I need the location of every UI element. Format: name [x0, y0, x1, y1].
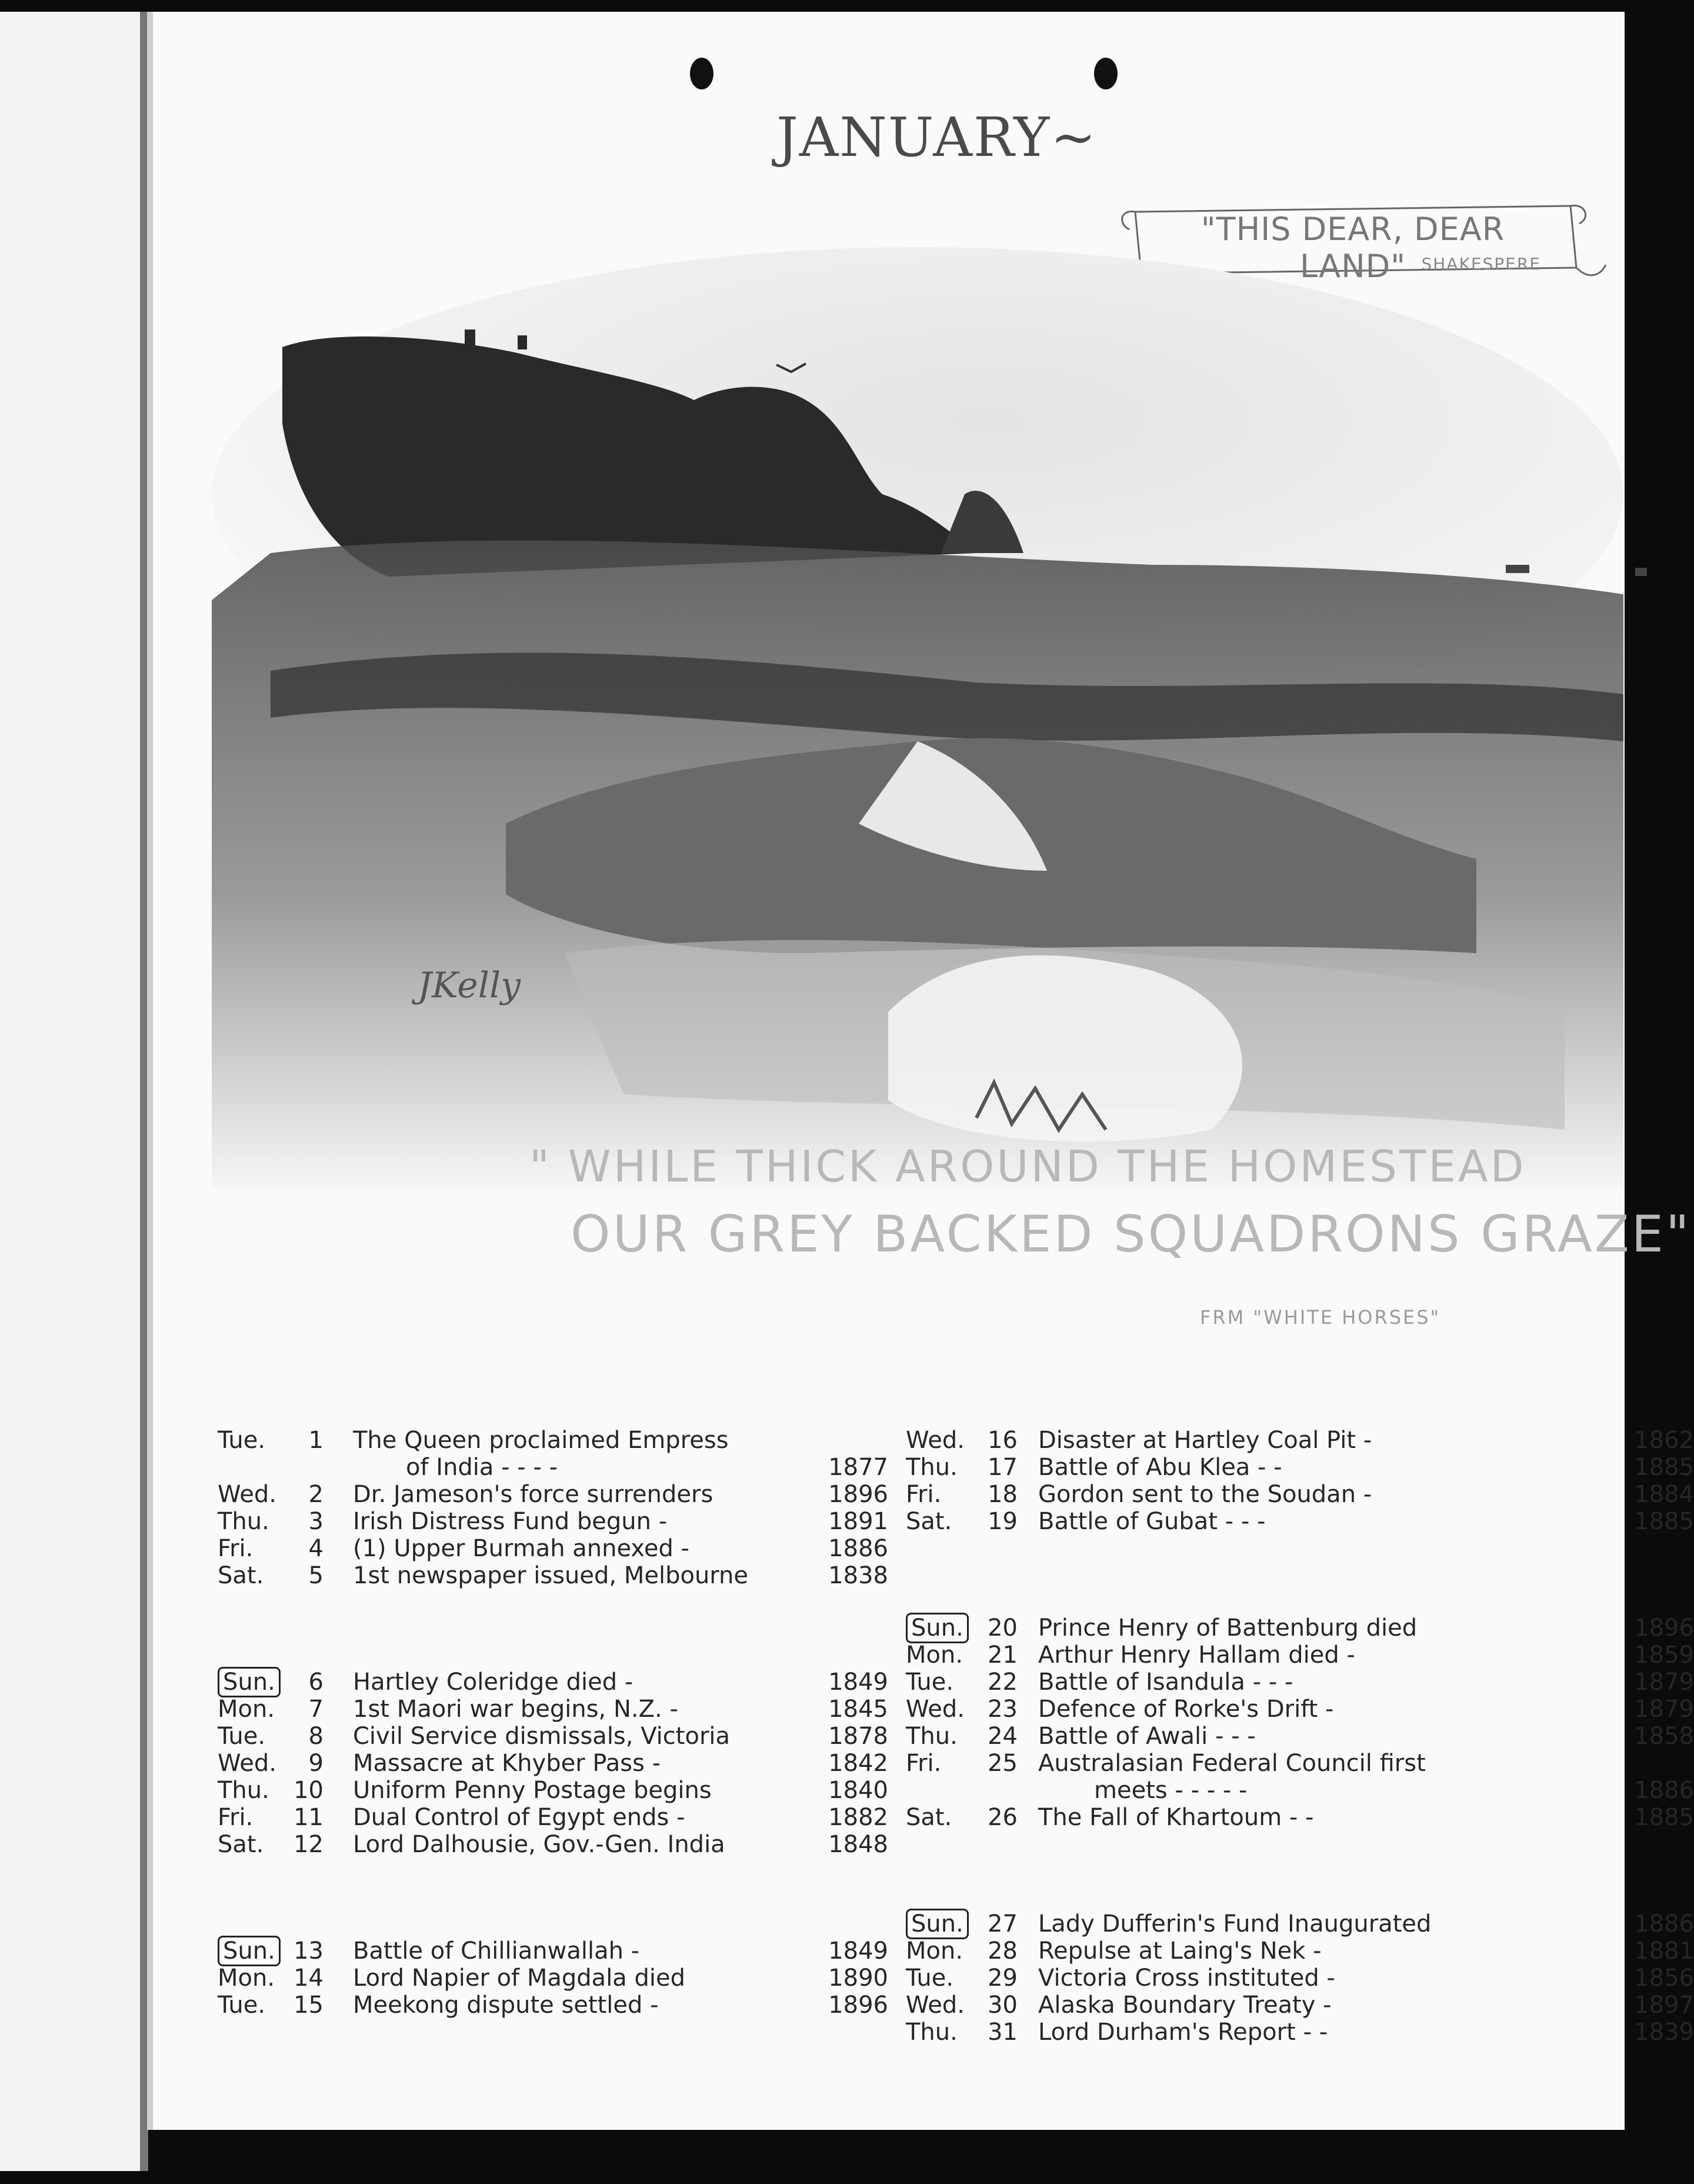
entry-date: 24	[988, 1723, 1018, 1750]
calendar-column-left	[218, 1427, 888, 2019]
entry-year: 1885	[1634, 1804, 1694, 1831]
calendar-entry	[906, 1750, 1694, 1777]
poem-line-1: " WHILE THICK AROUND THE HOMESTEAD	[529, 1141, 1526, 1192]
entry-event: Gordon sent to the Soudan -	[1038, 1481, 1372, 1508]
entry-year: 1885	[1634, 1508, 1694, 1535]
entry-date: 7	[308, 1696, 324, 1723]
calendar-entry	[218, 1508, 888, 1535]
entry-year: 1886	[828, 1535, 888, 1562]
entry-year: 1881	[1634, 1937, 1694, 1965]
entry-year: 1891	[828, 1508, 888, 1535]
entry-date: 31	[988, 2019, 1018, 2046]
entry-event: 1st newspaper issued, Melbourne	[353, 1562, 748, 1589]
entry-event: Prince Henry of Battenburg died	[1038, 1614, 1418, 1642]
entry-year: 1886	[1634, 1777, 1694, 1804]
entry-year: 1845	[828, 1696, 888, 1723]
calendar-entry	[218, 1535, 888, 1562]
entry-year: 1862	[1634, 1427, 1694, 1454]
entry-event: Dual Control of Egypt ends -	[353, 1804, 685, 1831]
calendar-entry	[906, 1937, 1694, 1965]
entry-day-sunday: Sun.	[906, 1910, 976, 1937]
calendar-entry	[218, 1750, 888, 1777]
entry-event: Hartley Coleridge died -	[353, 1669, 633, 1696]
calendar-entry	[906, 1614, 1694, 1642]
month-title: JANUARY~	[776, 106, 1098, 169]
entry-event: Battle of Isandula - - -	[1038, 1669, 1293, 1696]
calendar-entry	[218, 1481, 888, 1508]
calendar-entry	[906, 1454, 1694, 1481]
entry-event: Lord Napier of Magdala died	[353, 1965, 686, 1992]
binding-hole-right	[1094, 58, 1118, 89]
entry-day: Tue.	[906, 1965, 954, 1992]
entry-date: 13	[294, 1937, 324, 1965]
entry-year: 1849	[828, 1669, 888, 1696]
entry-date: 4	[308, 1535, 324, 1562]
entry-day: Wed.	[218, 1481, 276, 1508]
entry-event: Lady Dufferin's Fund Inaugurated	[1038, 1910, 1432, 1937]
entry-day: Thu.	[218, 1777, 269, 1804]
calendar-entry	[906, 1723, 1694, 1750]
entry-day: Sat.	[218, 1562, 264, 1589]
entry-year: 1896	[828, 1992, 888, 2019]
entry-year: 1896	[1634, 1614, 1694, 1642]
calendar-entry	[218, 1696, 888, 1723]
entry-year: 1890	[828, 1965, 888, 1992]
calendar-entry	[906, 1669, 1694, 1696]
week-gap	[218, 1589, 888, 1669]
entry-day: Fri.	[906, 1481, 942, 1508]
entry-day: Wed.	[906, 1992, 965, 2019]
entry-event-continued: meets - - - - -	[1094, 1777, 1248, 1804]
calendar-entry	[218, 1669, 888, 1696]
entry-event: Victoria Cross instituted -	[1038, 1965, 1335, 1992]
calendar-entry	[218, 1777, 888, 1804]
entry-day: Thu.	[906, 1723, 958, 1750]
calendar-entry	[906, 1481, 1694, 1508]
entry-event: Dr. Jameson's force surrenders	[353, 1481, 713, 1508]
entry-year: 1886	[1634, 1910, 1694, 1937]
entry-year: 1856	[1634, 1965, 1694, 1992]
entry-event: Battle of Awali - - -	[1038, 1723, 1256, 1750]
entry-event: Disaster at Hartley Coal Pit -	[1038, 1427, 1372, 1454]
calendar-entry	[906, 1642, 1694, 1669]
entry-date: 6	[308, 1669, 324, 1696]
entry-date: 23	[988, 1696, 1018, 1723]
calendar-entry	[906, 1777, 1694, 1804]
entry-day: Sat.	[218, 1831, 264, 1858]
entry-date: 11	[294, 1804, 324, 1831]
calendar-entry	[218, 1427, 888, 1454]
poem-line-2: OUR GREY BACKED SQUADRONS GRAZE"	[571, 1205, 1692, 1264]
entry-date: 27	[988, 1910, 1018, 1937]
calendar-entry	[906, 1696, 1694, 1723]
entry-date: 29	[988, 1965, 1018, 1992]
entry-event: The Fall of Khartoum - -	[1038, 1804, 1314, 1831]
entry-date: 8	[308, 1723, 324, 1750]
entry-event: Lord Durham's Report - -	[1038, 2019, 1328, 2046]
entry-event: Civil Service dismissals, Victoria	[353, 1723, 731, 1750]
calendar-entry	[906, 1804, 1694, 1831]
poem-source: FRM "WHITE HORSES"	[1200, 1306, 1441, 1329]
week-gap	[906, 1535, 1694, 1614]
entry-date: 14	[294, 1965, 324, 1992]
entry-day: Tue.	[218, 1723, 266, 1750]
calendar-entry	[218, 1965, 888, 1992]
calendar-entry	[218, 1937, 888, 1965]
entry-day: Mon.	[218, 1965, 275, 1992]
calendar-entry	[218, 1804, 888, 1831]
entry-year: 1840	[828, 1777, 888, 1804]
calendar-entry	[906, 1508, 1694, 1535]
entry-day: Mon.	[906, 1937, 963, 1965]
entry-date: 28	[988, 1937, 1018, 1965]
entry-event: Battle of Abu Klea - -	[1038, 1454, 1282, 1481]
entry-date: 9	[308, 1750, 324, 1777]
banner-attribution: SHAKESPERE	[1421, 254, 1541, 274]
entry-year: 1879	[1634, 1696, 1694, 1723]
entry-date: 25	[988, 1750, 1018, 1777]
entry-date: 1	[308, 1427, 324, 1454]
entry-day: Sat.	[906, 1804, 952, 1831]
entry-event: Alaska Boundary Treaty -	[1038, 1992, 1332, 2019]
entry-year: 1877	[828, 1454, 888, 1481]
entry-day-sunday: Sun.	[218, 1669, 288, 1696]
entry-day: Thu.	[906, 1454, 958, 1481]
entry-year: 1858	[1634, 1723, 1694, 1750]
calendar-entry	[906, 1965, 1694, 1992]
week-gap	[218, 1858, 888, 1937]
entry-year: 1897	[1634, 1992, 1694, 2019]
calendar-entry	[906, 2019, 1694, 2046]
entry-day-sunday: Sun.	[906, 1614, 976, 1642]
entry-date: 21	[988, 1642, 1018, 1669]
entry-date: 20	[988, 1614, 1018, 1642]
entry-event: Australasian Federal Council first	[1038, 1750, 1426, 1777]
entry-year: 1859	[1634, 1642, 1694, 1669]
entry-year: 1838	[828, 1562, 888, 1589]
entry-day: Tue.	[218, 1427, 266, 1454]
entry-day: Tue.	[218, 1992, 266, 2019]
entry-day: Mon.	[218, 1696, 275, 1723]
entry-year: 1839	[1634, 2019, 1694, 2046]
entry-event: 1st Maori war begins, N.Z. -	[353, 1696, 678, 1723]
seascape-illustration	[212, 247, 1629, 1188]
entry-year: 1879	[1634, 1669, 1694, 1696]
entry-year: 1885	[1634, 1454, 1694, 1481]
calendar-column-right	[906, 1427, 1694, 2046]
entry-day: Fri.	[218, 1535, 254, 1562]
entry-event: (1) Upper Burmah annexed -	[353, 1535, 689, 1562]
entry-year: 1842	[828, 1750, 888, 1777]
entry-year: 1878	[828, 1723, 888, 1750]
entry-event-continued: of India - - - -	[406, 1454, 558, 1481]
entry-date: 10	[294, 1777, 324, 1804]
calendar-entry	[218, 1992, 888, 2019]
calendar-entry	[906, 1910, 1694, 1937]
entry-event: Battle of Gubat - - -	[1038, 1508, 1266, 1535]
week-gap	[906, 1831, 1694, 1910]
entry-day: Tue.	[906, 1669, 954, 1696]
calendar-entry	[906, 1427, 1694, 1454]
entry-event: Meekong dispute settled -	[353, 1992, 659, 2019]
entry-day: Wed.	[218, 1750, 276, 1777]
entry-date: 16	[988, 1427, 1018, 1454]
entry-date: 12	[294, 1831, 324, 1858]
entry-day: Thu.	[906, 2019, 958, 2046]
entry-event: Battle of Chillianwallah -	[353, 1937, 640, 1965]
entry-date: 22	[988, 1669, 1018, 1696]
entry-date: 5	[308, 1562, 324, 1589]
entry-day-sunday: Sun.	[218, 1937, 288, 1965]
entry-day: Wed.	[906, 1696, 965, 1723]
calendar-entry	[906, 1992, 1694, 2019]
entry-day: Fri.	[906, 1750, 942, 1777]
entry-event: Defence of Rorke's Drift -	[1038, 1696, 1334, 1723]
calendar-entry	[218, 1831, 888, 1858]
entry-year: 1882	[828, 1804, 888, 1831]
entry-day: Fri.	[218, 1804, 254, 1831]
entry-event: Massacre at Khyber Pass -	[353, 1750, 661, 1777]
entry-event: Repulse at Laing's Nek -	[1038, 1937, 1322, 1965]
entry-year: 1849	[828, 1937, 888, 1965]
entry-date: 3	[308, 1508, 324, 1535]
binding-hole-left	[690, 58, 713, 89]
entry-date: 30	[988, 1992, 1018, 2019]
entry-day: Thu.	[218, 1508, 269, 1535]
entry-year: 1896	[828, 1481, 888, 1508]
banner-quote: "THIS DEAR, DEAR LAND"	[1201, 211, 1505, 285]
entry-year: 1848	[828, 1831, 888, 1858]
artist-signature: JKelly	[418, 965, 521, 1006]
entry-date: 18	[988, 1481, 1018, 1508]
entry-event: Lord Dalhousie, Gov.-Gen. India	[353, 1831, 725, 1858]
entry-year: 1884	[1634, 1481, 1694, 1508]
entry-date: 15	[294, 1992, 324, 2019]
entry-event: Irish Distress Fund begun -	[353, 1508, 668, 1535]
entry-day: Sat.	[906, 1508, 952, 1535]
calendar-entry	[218, 1562, 888, 1589]
calendar-entry	[218, 1454, 888, 1481]
calendar-entry	[218, 1723, 888, 1750]
entry-date: 17	[988, 1454, 1018, 1481]
entry-date: 26	[988, 1804, 1018, 1831]
entry-day: Mon.	[906, 1642, 963, 1669]
entry-day: Wed.	[906, 1427, 965, 1454]
entry-event: The Queen proclaimed Empress	[353, 1427, 729, 1454]
calendar-page	[147, 12, 1694, 2130]
previous-page-edge	[0, 12, 148, 2171]
entry-date: 19	[988, 1508, 1018, 1535]
entry-date: 2	[308, 1481, 324, 1508]
entry-event: Uniform Penny Postage begins	[353, 1777, 712, 1804]
entry-event: Arthur Henry Hallam died -	[1038, 1642, 1355, 1669]
